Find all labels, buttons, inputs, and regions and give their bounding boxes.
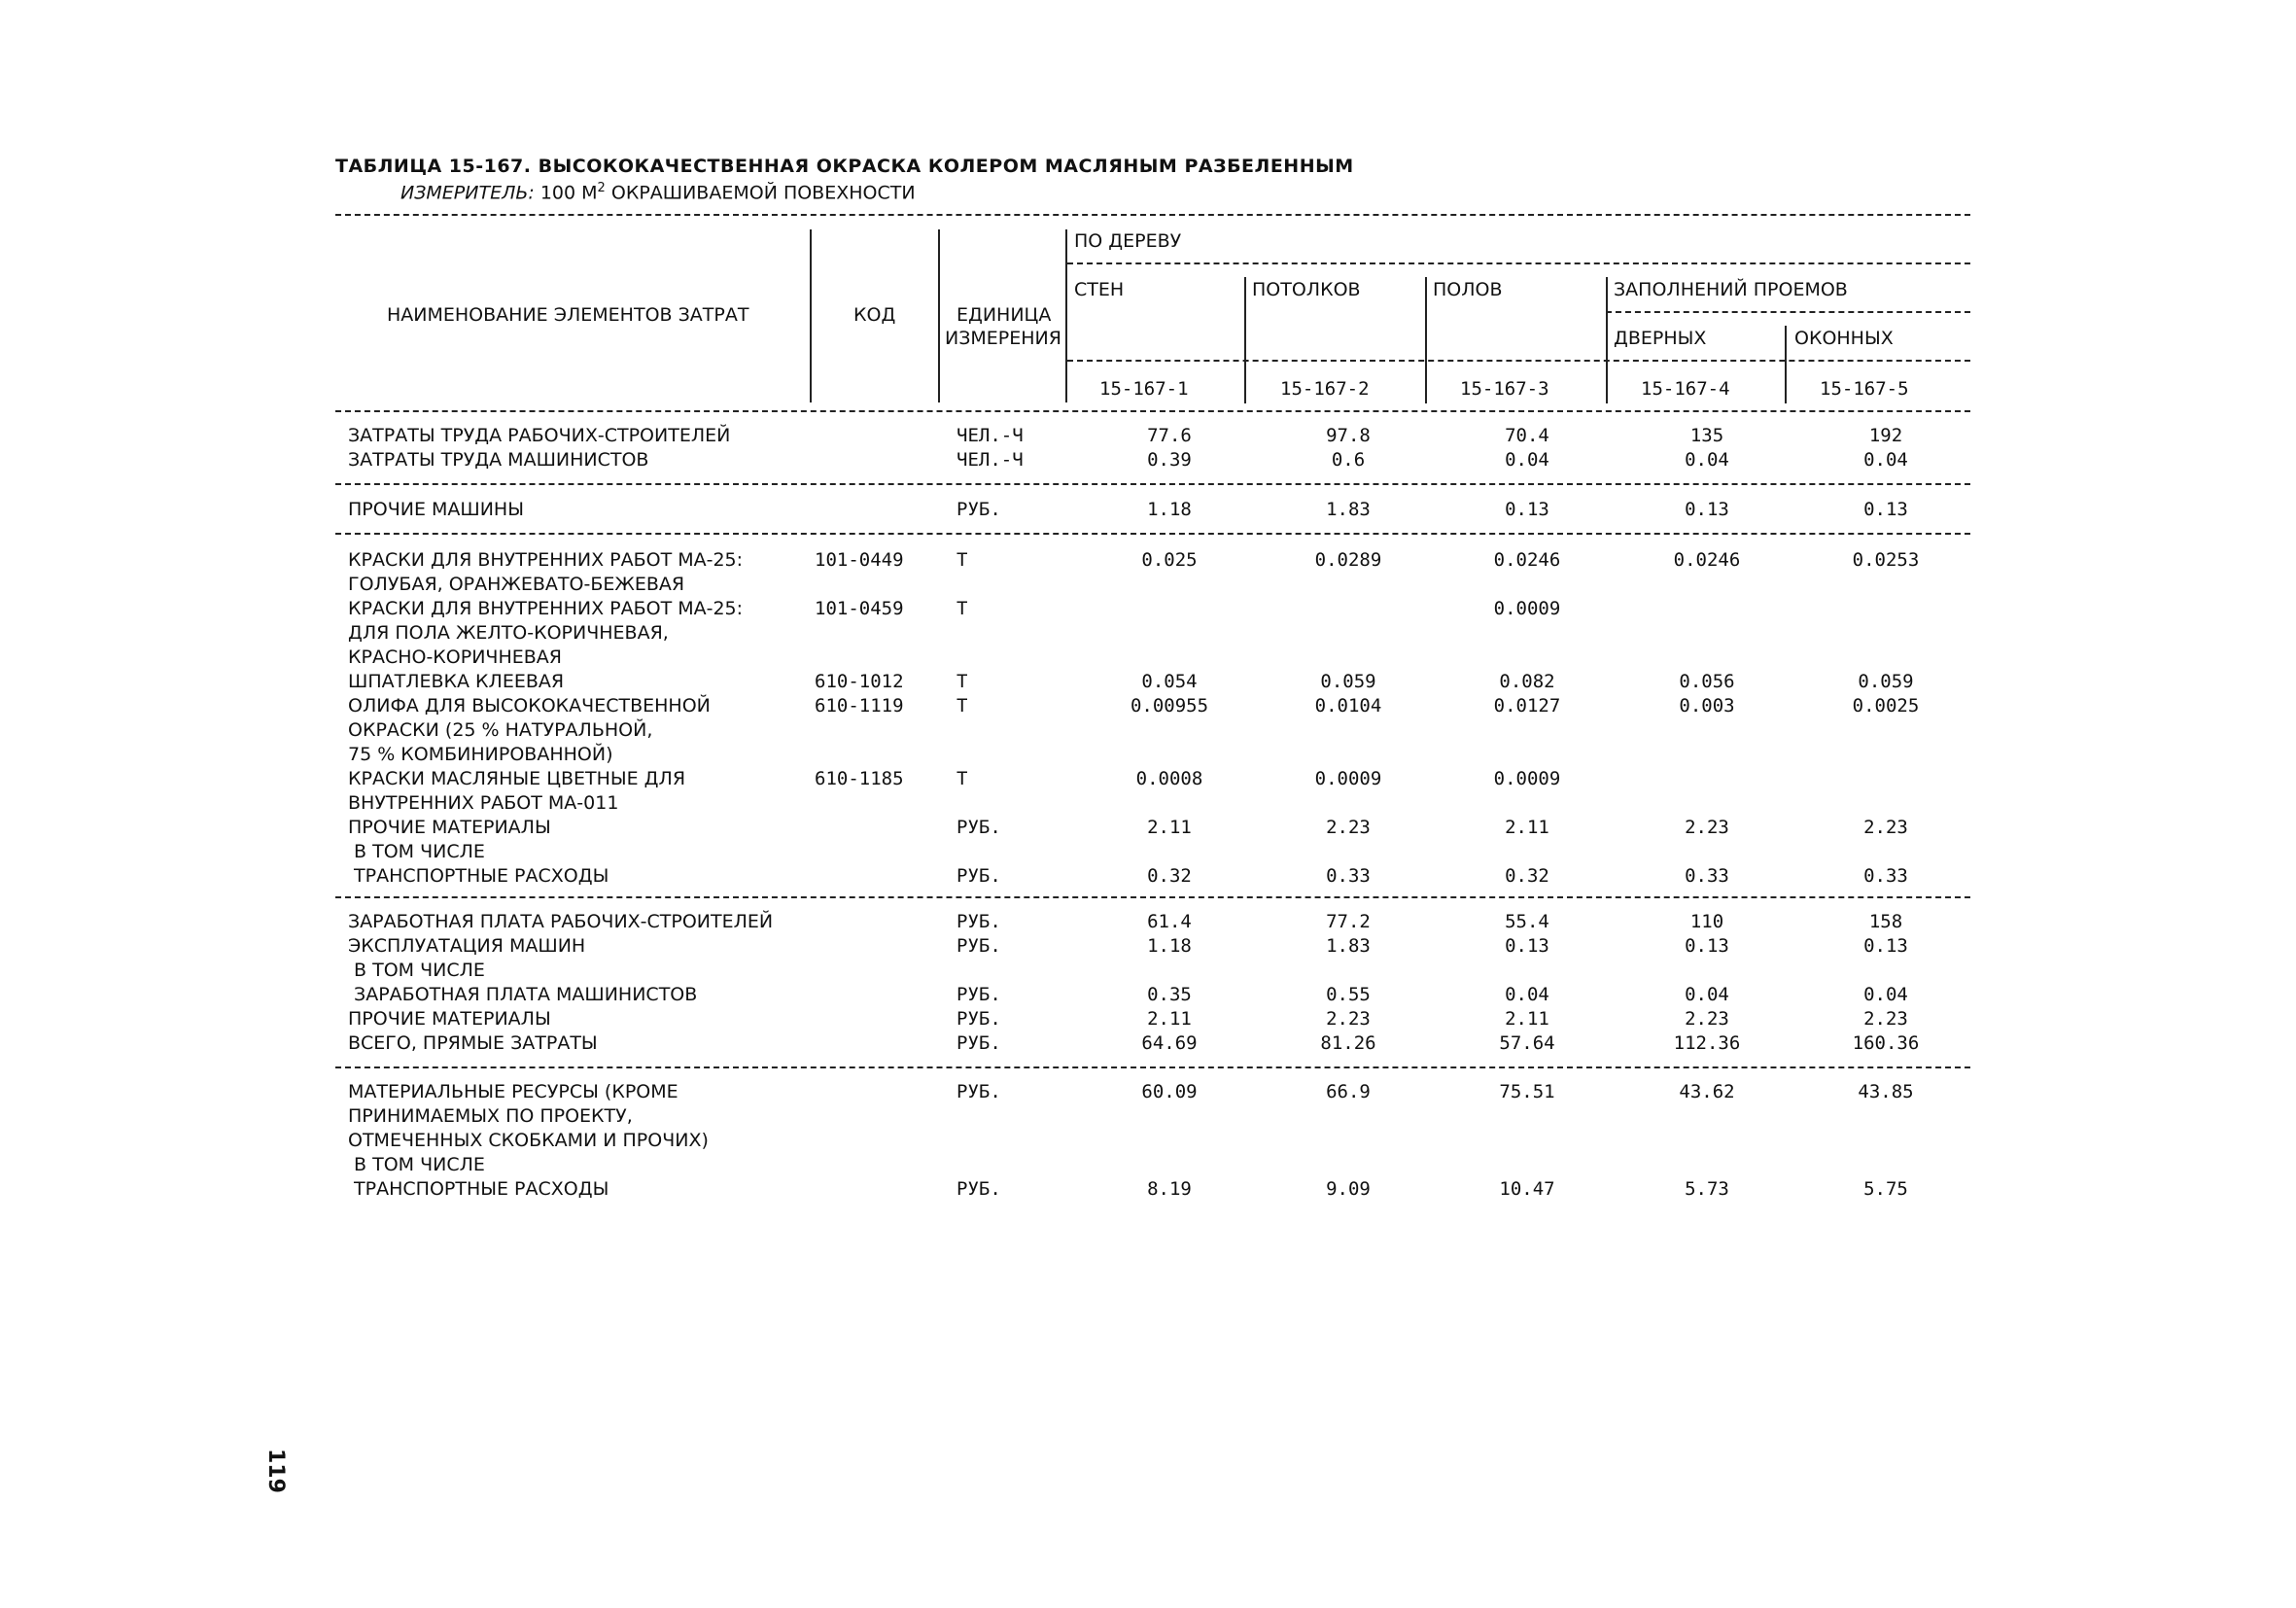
row-name: ОЛИФА ДЛЯ ВЫСОКОКАЧЕСТВЕННОЙ [348, 695, 711, 717]
row-value: 0.32 [1147, 865, 1192, 887]
header-floors: ПОЛОВ [1433, 279, 1503, 300]
row-value: 2.23 [1685, 817, 1729, 838]
row-name: В ТОМ ЧИСЛЕ [348, 960, 485, 981]
row-unit: РУБ. [957, 1081, 1001, 1102]
row-value: 75.51 [1499, 1081, 1555, 1102]
row-name: КРАСНО-КОРИЧНЕВАЯ [348, 647, 562, 668]
row-name: В ТОМ ЧИСЛЕ [348, 841, 485, 862]
meter-sup: 2 [597, 181, 606, 195]
row-value: 1.18 [1147, 935, 1192, 957]
vbar-unit [938, 229, 940, 402]
row-value: 0.0289 [1314, 549, 1382, 571]
rule-top [335, 214, 1970, 216]
row-code: 610-1012 [815, 671, 904, 692]
row-value: 0.059 [1320, 671, 1376, 692]
row-value: 2.23 [1685, 1008, 1729, 1030]
row-unit: РУБ. [957, 1178, 1001, 1200]
row-value: 97.8 [1326, 425, 1371, 446]
header-doors: ДВЕРНЫХ [1614, 328, 1707, 349]
row-value: 1.83 [1326, 499, 1371, 520]
vbar-open [1606, 277, 1608, 403]
rule-section-4 [335, 1066, 1970, 1068]
row-value: 0.0127 [1493, 695, 1561, 717]
row-value: 2.23 [1326, 817, 1371, 838]
row-value: 0.13 [1685, 935, 1729, 957]
row-value: 5.75 [1863, 1178, 1908, 1200]
table-meter [400, 181, 916, 203]
row-value: 43.85 [1858, 1081, 1914, 1102]
row-unit: РУБ. [957, 817, 1001, 838]
row-value: 0.059 [1858, 671, 1914, 692]
row-value: 0.0025 [1852, 695, 1920, 717]
row-value: 2.11 [1147, 817, 1192, 838]
table-title: ТАБЛИЦА 15-167. ВЫСОКОКАЧЕСТВЕННАЯ ОКРАСКА КОЛЕРОМ МАСЛЯНЫМ РАЗБЕЛЕННЫМ [335, 156, 1354, 177]
row-name: ГОЛУБАЯ, ОРАНЖЕВАТО-БЕЖЕВАЯ [348, 574, 685, 595]
row-unit: Т [957, 598, 968, 619]
header-code-3: 15-167-3 [1460, 378, 1549, 400]
row-name: ЗАТРАТЫ ТРУДА МАШИНИСТОВ [348, 449, 649, 471]
row-name: ПРИНИМАЕМЫХ ПО ПРОЕКТУ, [348, 1105, 633, 1127]
row-unit: РУБ. [957, 935, 1001, 957]
row-value: 0.33 [1326, 865, 1371, 887]
row-unit: Т [957, 768, 968, 789]
row-value: 0.054 [1141, 671, 1198, 692]
vbar-windows [1785, 326, 1787, 403]
row-value: 9.09 [1326, 1178, 1371, 1200]
row-value: 0.0246 [1493, 549, 1561, 571]
rule-group [1067, 262, 1970, 264]
row-name: ЭКСПЛУАТАЦИЯ МАШИН [348, 935, 586, 957]
row-code: 610-1185 [815, 768, 904, 789]
row-unit: РУБ. [957, 865, 1001, 887]
row-value: 0.32 [1505, 865, 1549, 887]
row-value: 0.04 [1505, 449, 1549, 471]
row-value: 81.26 [1320, 1032, 1376, 1054]
row-unit: РУБ. [957, 499, 1001, 520]
meter-rest: ОКРАШИВАЕМОЙ ПОВЕХНОСТИ [610, 182, 916, 204]
rule-header-bottom [335, 410, 1970, 412]
vbar-ceil [1244, 277, 1246, 403]
row-value: 2.23 [1863, 817, 1908, 838]
row-value: 77.6 [1147, 425, 1192, 446]
row-value: 1.83 [1326, 935, 1371, 957]
row-value: 0.55 [1326, 984, 1371, 1005]
row-name: ЗАРАБОТНАЯ ПЛАТА МАШИНИСТОВ [348, 984, 698, 1005]
row-value: 0.39 [1147, 449, 1192, 471]
row-name: ОКРАСКИ (25 % НАТУРАЛЬНОЙ, [348, 719, 653, 741]
header-code-5: 15-167-5 [1820, 378, 1909, 400]
row-value: 192 [1868, 425, 1903, 446]
row-value: 0.003 [1679, 695, 1735, 717]
row-name: ВНУТРЕННИХ РАБОТ МА-011 [348, 792, 619, 814]
row-value: 66.9 [1326, 1081, 1371, 1102]
row-value: 55.4 [1505, 911, 1549, 932]
row-value: 60.09 [1141, 1081, 1198, 1102]
row-value: 57.64 [1499, 1032, 1555, 1054]
row-value: 10.47 [1499, 1178, 1555, 1200]
row-value: 110 [1689, 911, 1724, 932]
row-unit: ЧЕЛ.-Ч [957, 449, 1024, 471]
row-value: 61.4 [1147, 911, 1192, 932]
row-value: 0.04 [1685, 984, 1729, 1005]
row-code: 101-0459 [815, 598, 904, 619]
row-value: 0.04 [1505, 984, 1549, 1005]
header-openings: ЗАПОЛНЕНИЙ ПРОЕМОВ [1614, 279, 1848, 300]
row-value: 0.0008 [1135, 768, 1203, 789]
rule-codes [1067, 360, 1970, 362]
row-name: ПРОЧИЕ МАШИНЫ [348, 499, 524, 520]
row-name: ПРОЧИЕ МАТЕРИАЛЫ [348, 1008, 551, 1030]
header-code-1: 15-167-1 [1099, 378, 1189, 400]
row-value: 0.082 [1499, 671, 1555, 692]
row-value: 77.2 [1326, 911, 1371, 932]
row-value: 0.0246 [1673, 549, 1741, 571]
row-code: 101-0449 [815, 549, 904, 571]
meter-value: 100 М [539, 182, 598, 204]
row-value: 0.04 [1863, 449, 1908, 471]
header-name: НАИМЕНОВАНИЕ ЭЛЕМЕНТОВ ЗАТРАТ [387, 304, 749, 326]
row-code: 610-1119 [815, 695, 904, 717]
row-value: 135 [1689, 425, 1724, 446]
row-value: 1.18 [1147, 499, 1192, 520]
row-name: ДЛЯ ПОЛА ЖЕЛТО-КОРИЧНЕВАЯ, [348, 622, 669, 644]
row-value: 2.11 [1505, 817, 1549, 838]
row-unit: ЧЕЛ.-Ч [957, 425, 1024, 446]
row-name: МАТЕРИАЛЬНЫЕ РЕСУРСЫ (КРОМЕ [348, 1081, 678, 1102]
row-unit: РУБ. [957, 911, 1001, 932]
row-value: 2.23 [1863, 1008, 1908, 1030]
row-name: ТРАНСПОРТНЫЕ РАСХОДЫ [348, 865, 609, 887]
header-code: КОД [853, 304, 896, 326]
header-unit-2: ИЗМЕРЕНИЯ [945, 328, 1061, 349]
header-unit-1: ЕДИНИЦА [957, 304, 1052, 326]
row-value: 158 [1868, 911, 1903, 932]
row-value: 0.33 [1863, 865, 1908, 887]
vbar-floor [1425, 277, 1427, 403]
row-value: 5.73 [1685, 1178, 1729, 1200]
row-unit: Т [957, 671, 968, 692]
row-value: 0.0253 [1852, 549, 1920, 571]
rule-openings [1606, 311, 1970, 313]
header-windows: ОКОННЫХ [1794, 328, 1894, 349]
row-name: ТРАНСПОРТНЫЕ РАСХОДЫ [348, 1178, 609, 1200]
row-unit: Т [957, 549, 968, 571]
header-code-4: 15-167-4 [1641, 378, 1730, 400]
row-value: 0.0009 [1493, 598, 1561, 619]
row-value: 0.13 [1863, 499, 1908, 520]
page-number: 119 [263, 1449, 288, 1493]
row-name: ВСЕГО, ПРЯМЫЕ ЗАТРАТЫ [348, 1032, 598, 1054]
row-name: ШПАТЛЕВКА КЛЕЕВАЯ [348, 671, 565, 692]
row-name: В ТОМ ЧИСЛЕ [348, 1154, 485, 1175]
header-ceilings: ПОТОЛКОВ [1252, 279, 1361, 300]
vbar-group [1065, 229, 1067, 402]
rule-section-1 [335, 483, 1970, 485]
row-value: 0.6 [1331, 449, 1366, 471]
row-value: 2.11 [1147, 1008, 1192, 1030]
row-value: 43.62 [1679, 1081, 1735, 1102]
row-value: 0.025 [1141, 549, 1198, 571]
row-value: 160.36 [1852, 1032, 1920, 1054]
header-group: ПО ДЕРЕВУ [1074, 230, 1182, 252]
row-value: 0.04 [1685, 449, 1729, 471]
row-name: ПРОЧИЕ МАТЕРИАЛЫ [348, 817, 551, 838]
row-value: 112.36 [1673, 1032, 1741, 1054]
row-value: 2.23 [1326, 1008, 1371, 1030]
row-value: 64.69 [1141, 1032, 1198, 1054]
row-name: ОТМЕЧЕННЫХ СКОБКАМИ И ПРОЧИХ) [348, 1130, 709, 1151]
row-unit: РУБ. [957, 1008, 1001, 1030]
row-value: 8.19 [1147, 1178, 1192, 1200]
row-value: 0.0009 [1314, 768, 1382, 789]
header-code-2: 15-167-2 [1280, 378, 1370, 400]
row-unit: Т [957, 695, 968, 717]
row-value: 0.00955 [1130, 695, 1209, 717]
row-name: КРАСКИ МАСЛЯНЫЕ ЦВЕТНЫЕ ДЛЯ [348, 768, 686, 789]
rule-section-3 [335, 896, 1970, 898]
row-value: 0.13 [1863, 935, 1908, 957]
row-unit: РУБ. [957, 984, 1001, 1005]
row-unit: РУБ. [957, 1032, 1001, 1054]
row-value: 2.11 [1505, 1008, 1549, 1030]
row-name: КРАСКИ ДЛЯ ВНУТРЕННИХ РАБОТ МА-25: [348, 598, 744, 619]
row-value: 0.13 [1505, 499, 1549, 520]
row-name: ЗАТРАТЫ ТРУДА РАБОЧИХ-СТРОИТЕЛЕЙ [348, 425, 731, 446]
row-value: 0.13 [1505, 935, 1549, 957]
row-name: ЗАРАБОТНАЯ ПЛАТА РАБОЧИХ-СТРОИТЕЛЕЙ [348, 911, 774, 932]
row-value: 0.33 [1685, 865, 1729, 887]
header-walls: СТЕН [1074, 279, 1125, 300]
row-name: 75 % КОМБИНИРОВАННОЙ) [348, 744, 613, 765]
row-value: 0.13 [1685, 499, 1729, 520]
vbar-code [810, 229, 812, 402]
row-value: 0.04 [1863, 984, 1908, 1005]
row-value: 70.4 [1505, 425, 1549, 446]
rule-section-2 [335, 533, 1970, 535]
row-name: КРАСКИ ДЛЯ ВНУТРЕННИХ РАБОТ МА-25: [348, 549, 744, 571]
meter-label: ИЗМЕРИТЕЛЬ: [400, 182, 535, 204]
row-value: 0.35 [1147, 984, 1192, 1005]
row-value: 0.0009 [1493, 768, 1561, 789]
row-value: 0.056 [1679, 671, 1735, 692]
row-value: 0.0104 [1314, 695, 1382, 717]
